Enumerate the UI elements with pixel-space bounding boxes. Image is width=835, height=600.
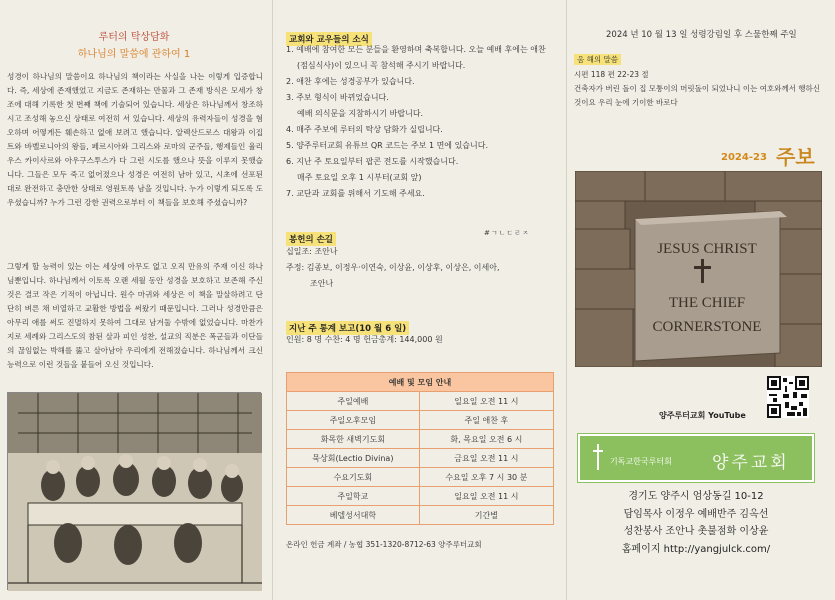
hashtag-text: #ㄱㄴㄷㄹㅈ (484, 229, 530, 237)
luther-table-woodcut-image (7, 392, 261, 590)
stone-inscription-line3: CORNERSTONE (652, 319, 762, 335)
table-talk-paragraph-2: 그렇게 할 능력이 있는 이는 세상에 아무도 없고 오직 만유의 주재 이신 하나님뿐입니다. 하나님께서 이토록 오랜 세월 동안 성경을 보호하고 보존해 주신 것은 결코 작은 기적이 아닙니다. 원수 마귀와 세상은 이 책을 말살하려고 단단히 벼른 채 비열하고 교활한 방법을 써왔기 때문입니다. 그러나 성경만큼은 아무리 애를 써도 진멸하지 못하여 그대로 남겨둘 수밖에 없었습니다. 마찬가지로 세례와 그리스도의 참된 살과 피인 성찬, 설교의 직분은 폭군들과 이단들의 끊임없는 박해를 뚫고 살아남아 우리에게 전해졌습니다. 하나님께서 크신 능력으로 이런 것들을 붙들어 오신 것입니다. (7, 262, 263, 369)
list-item: 2. 애찬 후에는 성경공부가 있습니다. (286, 77, 415, 86)
list-item: 4. 매주 주보에 루터의 탁상 담화가 실립니다. (286, 125, 443, 134)
list-item: 7. 교단과 교회를 위해서 기도해 주세요. (286, 189, 425, 198)
church-contact-info (578, 488, 814, 558)
bulletin-number: 2024-23 (721, 152, 767, 163)
offering-list (286, 244, 556, 292)
luther-table-talk-subtitle: 하나님의 말씀에 관하여 1 (77, 49, 191, 60)
church-news-list (286, 42, 556, 202)
worship-schedule-table (286, 372, 554, 525)
verse-text: 건축자가 버린 돌이 집 모퉁이의 머릿돌이 되었나니 이는 여호와께서 행하신 것이요 우리 눈에 기이한 바로다 (574, 84, 821, 107)
cornerstone-photo (575, 171, 822, 367)
qr-code-icon (767, 376, 809, 418)
youtube-qr-code[interactable] (767, 376, 809, 418)
table-row: 베델성서대학 기간별 (287, 506, 554, 525)
list-item: 5. 양주루터교회 유튜브 QR 코드는 주보 1 면에 있습니다. (286, 141, 489, 150)
verse-heading: 옴 해의 말씀 (574, 54, 621, 65)
weekly-offering-label: 주정: (286, 263, 305, 272)
woodcut-illustration (8, 393, 262, 591)
bulletin-title: 주보 (776, 145, 815, 169)
service-line: 성찬봉사 조안나 촛불점화 이상윤 (623, 526, 769, 537)
statistics-heading: 지난 주 통계 보고(10 월 6 일) (286, 321, 409, 335)
church-name: 양주교회 (712, 453, 790, 473)
pastor-line: 담임목사 이정우 예배반주 김옥선 (623, 508, 769, 520)
stone-inscription-line2: THE CHIEF (668, 295, 746, 311)
fold-line (566, 0, 567, 600)
table-row: 주일예배 일요일 오전 11 시 (287, 392, 554, 411)
verse-reference: 시편 118 편 22-23 절 (574, 70, 649, 79)
cross-icon (590, 442, 606, 472)
stone-inscription-line1: JESUS CHRIST (657, 241, 757, 257)
list-item: 1. 예배에 참여한 모든 분들을 환영하며 축복합니다. 오늘 예배 후에는 애찬(점심식사)이 있으니 꼭 참석해 주시기 바랍니다. (286, 45, 546, 70)
offering-heading: 봉헌의 손길 (286, 232, 336, 246)
tithe-names: 조안나 (314, 247, 338, 256)
list-item: 6. 지난 주 토요일부터 팝콘 전도를 시작했습니다. 매주 토요일 오후 1 시부터(교회 앞) (286, 157, 459, 182)
homepage-link[interactable]: 홈페이지 http://yangjulck.com/ (621, 543, 771, 555)
table-row: 주일오후모임 주일 애찬 후 (287, 411, 554, 430)
luther-table-talk-title: 루터의 탁상담화 (98, 32, 170, 43)
schedule-header: 예배 및 모임 안내 (287, 373, 554, 392)
statistics-report: 인원: 8 명 수찬: 4 명 헌금총계: 144,000 원 (286, 335, 443, 344)
church-logo-banner (578, 434, 814, 482)
weekly-offering-names-cont: 조안나 (310, 279, 334, 288)
cornerstone-image (575, 171, 822, 367)
tithe-label: 십일조: (286, 247, 312, 256)
denomination-name: 기독교한국루터회 (610, 457, 672, 466)
fold-line (272, 0, 273, 600)
youtube-caption: 양주루터교회 YouTube (659, 411, 746, 420)
table-talk-paragraph-1: 성경이 하나님의 말씀이요 하나님의 책이라는 사실을 나는 이렇게 입증합니다. 즉, 세상에 존재했었고 지금도 존재하는 만물과 그 존재 방식은 모세가 창조에 대해 기록한 첫 번째 책에 기술되어 있습니다. 세상은 하나님께서 창조하시고 조성해 놓으신 상태로 여전히 서 있습니다. 세상의 유력자들이 성경을 혐오하며 어떻게든 훼손하고 없애 보려고 했습니다. 알렉산드로스 대왕과 이집트와 바벨로니아의 왕들, 페르시아와 그리스와 로마의 군주들, 행제들인 율리우스 카이사르와 아우구스투스가 다 그런 시도를 했으나 뜻을 이루지 못했습니다. 그들은 모두 죽고 없어졌으나 성경은 여전히 남아 있고, 시초에 선포된 대로 완전하고 충만한 상태로 영원토록 남을 것입니다. 누가 이렇게 되도록 도우셨습니까? 누가 그런 강한 권력으로부터 이 책들을 보호해 주셨습니까? (7, 72, 263, 207)
weekly-offering-names: 김종보, 이정우·이연숙, 이상윤, 이상후, 이상은, 이세아, (306, 263, 500, 272)
table-row: 묵상회(Lectio Divina) 금요일 오전 11 시 (287, 449, 554, 468)
address-line: 경기도 양주시 엄상동길 10-12 (628, 491, 764, 502)
list-item: 3. 주보 형식이 바뀌었습니다. 예배 의식문을 지참하시기 바랍니다. (286, 93, 424, 118)
table-row: 화목한 새벽기도회 화, 목요일 오전 6 시 (287, 430, 554, 449)
table-row: 수요기도회 수요일 오후 7 시 30 분 (287, 468, 554, 487)
church-news-heading: 교회와 교우들의 소식 (286, 32, 372, 46)
bulletin-date: 2024 년 10 월 13 일 성령강림일 후 스물한째 주일 (606, 30, 797, 40)
online-offering-account: 온라인 헌금 계좌 / 농협 351-1320-8712-63 양주루터교회 (286, 540, 482, 549)
table-row: 주일학교 일요일 오전 11 시 (287, 487, 554, 506)
